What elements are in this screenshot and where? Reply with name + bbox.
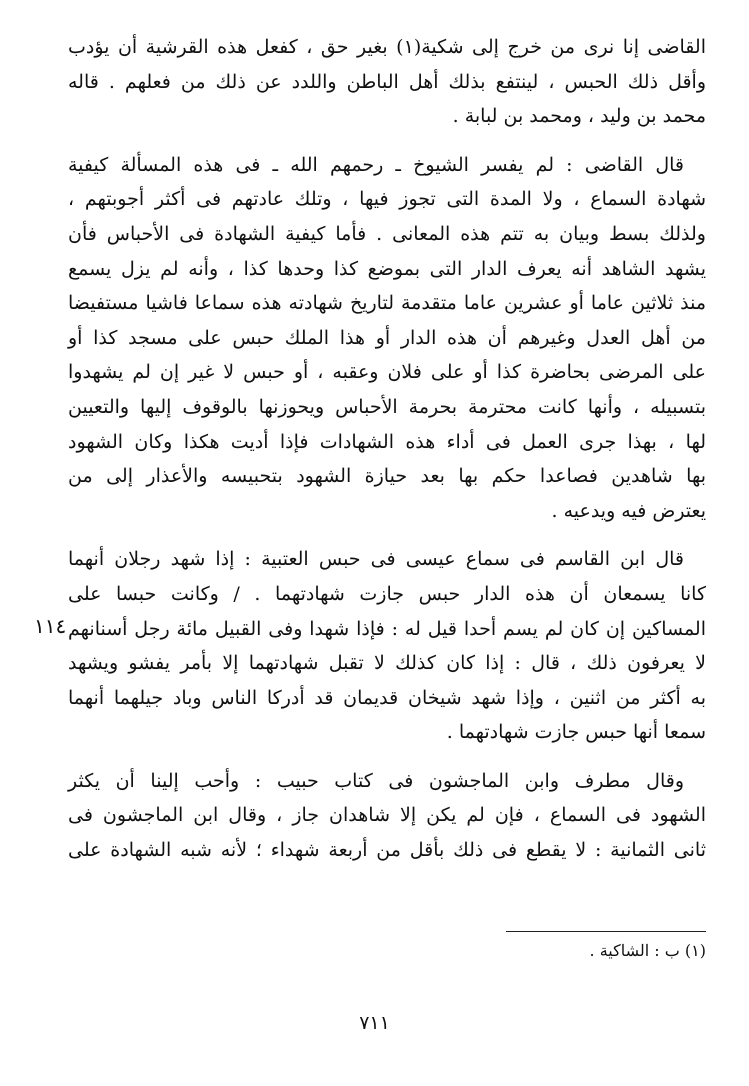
paragraph-2 [68, 148, 706, 529]
paragraph-3 [68, 542, 706, 750]
footnote-divider [506, 931, 706, 932]
page-number: ٧١١ [359, 1012, 390, 1034]
text-line: قال ابن القاسم فى سماع عيسى فى حبس العتبية : إذا شهد رجلان أنهما [68, 548, 684, 571]
text-line: بها شاهدين فصاعدا حكم بها بعد حيازة الشهود بتحبيسه والأعذار إلى من [68, 465, 706, 488]
text-line: بتسبيله ، وأنها كانت محترمة بحرمة الأحباس ويحوزنها بالوقوف إليها والتعيين [68, 395, 706, 418]
text-line: كانا يسمعان أن هذه الدار حبس جازت شهادتهما . / وكانت حبسا على [68, 582, 706, 605]
margin-folio-number: ١١٤ [34, 614, 67, 638]
text-line: وأقل ذلك الحبس ، لينتفع بذلك أهل الباطن واللدد عن ذلك من فعلهم . قاله [68, 70, 706, 93]
text-line: المساكين إن كان لم يسم أحدا قيل له : فإذا شهدا وفى القبيل مائة رجل أسنانهم [68, 617, 706, 640]
text-line: ثانى الثمانية : لا يقطع فى ذلك بأقل من أربعة شهداء ؛ لأنه شبه الشهادة على [68, 839, 706, 862]
text-line: يشهد الشاهد أنه يعرف الدار التى بموضع كذا وحدها كذا ، وأنه لم يزل يسمع [68, 257, 706, 280]
footnote: (١) ب : الشاكية . [589, 941, 706, 960]
main-text [68, 30, 706, 868]
text-line: الشهود فى السماع ، فإن لم يكن إلا شاهدان جاز ، وقال ابن الماجشون فى [68, 804, 706, 827]
text-line: شهادة السماع ، ولا المدة التى تجوز فيها ، وتلك عادتهم فى أكثر أجوبتهم ، [68, 188, 706, 211]
text-line: القاضى إنا نرى من خرج إلى شكية(١) بغير حق ، كفعل هذه القرشية أن يؤدب [68, 36, 706, 58]
text-line: قال القاضى : لم يفسر الشيوخ ـ رحمهم الله ـ فى هذه المسألة كيفية [68, 153, 684, 176]
text-line: منذ ثلاثين عاما أو عشرين عاما متقدمة لتاريخ شهادته هذه سماعا فاشيا مستفيضا [68, 292, 706, 315]
text-line: من أهل العدل وغيرهم أن هذه الدار أو هذا الملك حبس على مسجد كذا أو [68, 326, 706, 349]
text-line: يعترض فيه ويدعيه . [551, 499, 706, 522]
paragraph-4 [68, 764, 706, 868]
paragraph-1 [68, 30, 706, 134]
text-line: به أكثر من اثنين ، وإذا شهد شيخان قديمان قد أدركا الناس وباد جيلهما أنهما [68, 686, 706, 709]
text-line: وقال مطرف وابن الماجشون فى كتاب حبيب : وأحب إلينا أن يكثر [68, 769, 684, 792]
text-line: على المرضى بحاضرة كذا أو على فلان وعقبه ، أو حبس لا غير إن لم يشهدوا [68, 361, 706, 384]
text-line: لها ، بهذا جرى العمل فى أداء هذه الشهادات فإذا أديت هكذا وكان الشهود [68, 430, 706, 453]
text-line: محمد بن وليد ، ومحمد بن لبابة . [452, 105, 706, 128]
text-line: سمعا أنها حبس جازت شهادتهما . [446, 721, 706, 744]
text-line: لا يعرفون ذلك ، قال : إذا كان كذلك لا تقبل شهادتهما إلا بأمر يفشو ويشهد [68, 652, 706, 675]
text-line: ولذلك بسط وبيان به تتم هذه المعانى . فأما كيفية الشهادة فى الأحباس فأن [68, 222, 706, 245]
